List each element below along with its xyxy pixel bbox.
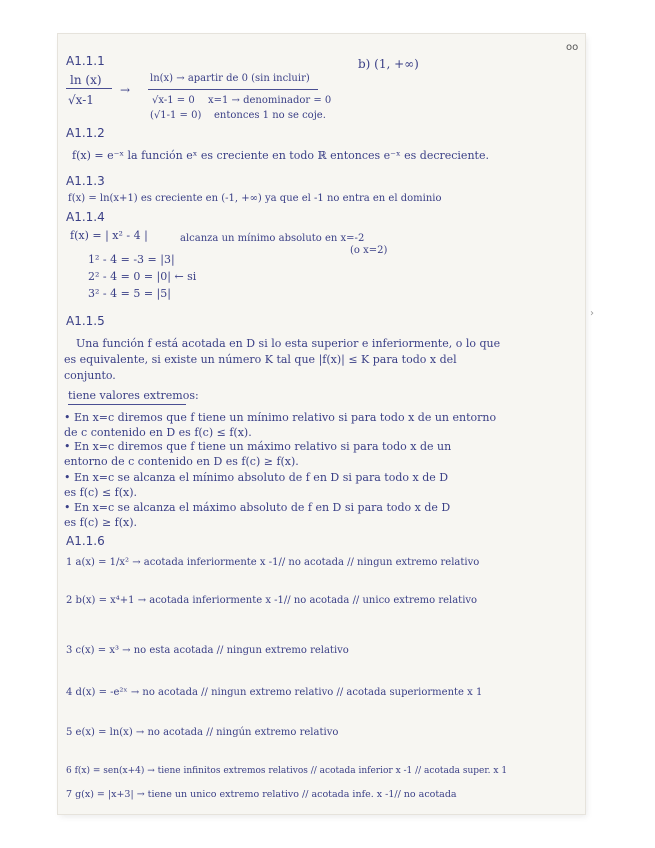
heading-a1-1-2: A1.1.2 — [66, 126, 105, 140]
page-corner-mark: oo — [566, 42, 579, 53]
calc-row-3: 3² - 4 = 5 = |5| — [88, 287, 171, 300]
list-item-c: 3 c(x) = x³ → no esta acotada // ningun extremo relativo — [66, 645, 349, 656]
heading-a1-1-5: A1.1.5 — [66, 314, 105, 328]
domain-note-2b: x=1 → denominador = 0 — [208, 95, 332, 106]
exercise-3-text: f(x) = ln(x+1) es creciente en (-1, +∞) ya que el -1 no entra en el dominio — [68, 193, 442, 204]
answer-b: b) (1, +∞) — [358, 57, 419, 71]
exercise-4-note: alcanza un mínimo absoluto en x=-2 — [180, 233, 365, 244]
domain-note-1: ln(x) → apartir de 0 (sin incluir) — [150, 73, 310, 84]
heading-a1-1-6: A1.1.6 — [66, 534, 105, 548]
exercise-4-note-2: (o x=2) — [350, 245, 388, 256]
bullet-max-absolute-cont: es f(c) ≥ f(x). — [64, 516, 138, 529]
calc-row-1: 1² - 4 = -3 = |3| — [88, 253, 175, 266]
fraction-denominator: √x-1 — [68, 93, 94, 107]
extremes-subheading: tiene valores extremos: — [68, 389, 199, 402]
definition-line-1: Una función f está acotada en D si lo esta superior e inferiormente, o lo que — [76, 337, 501, 350]
bullet-max-relative-cont: entorno de c contenido en D es f(c) ≥ f(x). — [64, 455, 299, 468]
list-item-f: 6 f(x) = sen(x+4) → tiene infinitos extremos relativos // acotada inferior x -1 // acotada super. x 1 — [66, 766, 508, 776]
calc-row-2: 2² - 4 = 0 = |0| ← si — [88, 270, 197, 283]
list-item-b: 2 b(x) = x⁴+1 → acotada inferiormente x -1// no acotada // unico extremo relativo — [66, 595, 478, 606]
list-item-g: 7 g(x) = |x+3| → tiene un unico extremo relativo // acotada infe. x -1// no acotada — [66, 789, 457, 800]
page-edge-mark: › — [590, 308, 594, 319]
notebook-page — [58, 34, 585, 814]
bullet-min-relative-cont: de c contenido en D es f(c) ≤ f(x). — [64, 426, 252, 439]
fraction-bar — [66, 88, 112, 89]
exercise-2-text: f(x) = e⁻ˣ la función eˣ es creciente en todo ℝ entonces e⁻ˣ es decreciente. — [72, 149, 489, 162]
definition-line-2: es equivalente, si existe un número K tal que |f(x)| ≤ K para todo x del — [64, 353, 457, 366]
bullet-min-absolute-cont: es f(c) ≤ f(x). — [64, 486, 138, 499]
domain-note-2a: √x-1 = 0 — [152, 95, 195, 106]
domain-note-underline — [148, 89, 318, 90]
domain-note-3a: (√1-1 = 0) — [150, 110, 202, 121]
definition-line-3: conjunto. — [64, 369, 116, 382]
bullet-min-absolute: • En x=c se alcanza el mínimo absoluto de f en D si para todo x de D — [64, 471, 449, 484]
bullet-min-relative: • En x=c diremos que f tiene un mínimo relativo si para todo x de un entorno — [64, 411, 497, 424]
list-item-a: 1 a(x) = 1/x² → acotada inferiormente x -1// no acotada // ningun extremo relativo — [66, 557, 480, 568]
heading-a1-1-3: A1.1.3 — [66, 174, 105, 188]
subheading-underline — [68, 404, 186, 405]
domain-note-3b: entonces 1 no se coje. — [214, 110, 326, 121]
bullet-max-relative: • En x=c diremos que f tiene un máximo relativo si para todo x de un — [64, 440, 452, 453]
heading-a1-1-1: A1.1.1 — [66, 54, 105, 68]
exercise-4-function: f(x) = | x² - 4 | — [70, 229, 148, 242]
bullet-max-absolute: • En x=c se alcanza el máximo absoluto de f en D si para todo x de D — [64, 501, 451, 514]
heading-a1-1-4: A1.1.4 — [66, 210, 105, 224]
arrow-icon: → — [120, 83, 131, 97]
list-item-e: 5 e(x) = ln(x) → no acotada // ningún extremo relativo — [66, 727, 339, 738]
fraction-numerator: ln (x) — [70, 73, 102, 87]
list-item-d: 4 d(x) = -e²ˣ → no acotada // ningun extremo relativo // acotada superiormente x 1 — [66, 687, 483, 698]
